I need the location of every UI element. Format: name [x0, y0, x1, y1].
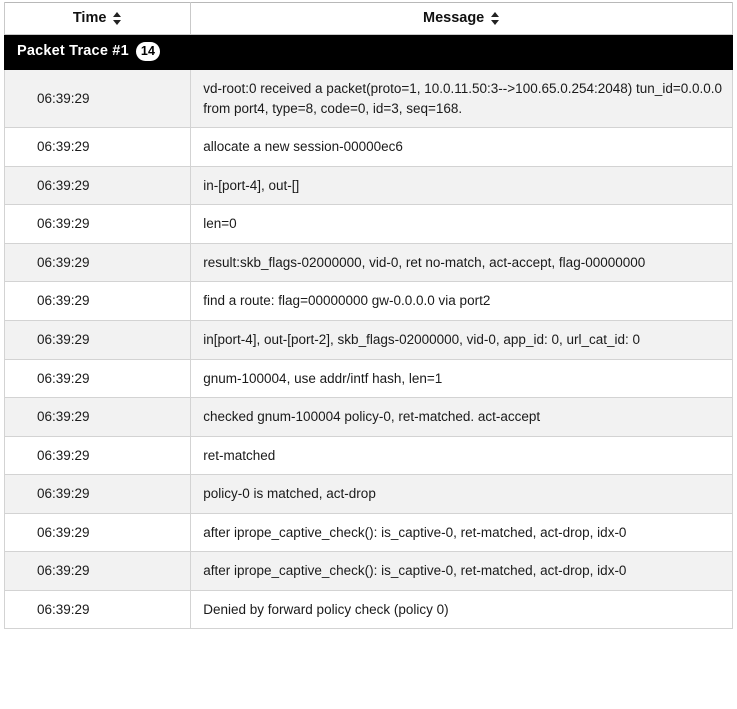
group-header-row[interactable]: [5, 35, 733, 70]
cell-message: allocate a new session-00000ec6: [191, 128, 733, 167]
cell-message: after iprope_captive_check(): is_captive-0, ret-matched, act-drop, idx-0: [191, 552, 733, 591]
cell-time: 06:39:29: [5, 475, 191, 514]
cell-message: len=0: [191, 205, 733, 244]
table-row[interactable]: [5, 436, 733, 475]
cell-time: 06:39:29: [5, 128, 191, 167]
cell-message: in-[port-4], out-[]: [191, 166, 733, 205]
column-header-message[interactable]: [191, 3, 733, 35]
cell-message: ret-matched: [191, 436, 733, 475]
group-header-label: Packet Trace #1: [17, 43, 129, 59]
table-row[interactable]: [5, 320, 733, 359]
cell-message: in[port-4], out-[port-2], skb_flags-02000000, vid-0, app_id: 0, url_cat_id: 0: [191, 320, 733, 359]
cell-time: 06:39:29: [5, 70, 191, 128]
table-row[interactable]: [5, 398, 733, 437]
group-header-cell[interactable]: [5, 35, 733, 70]
table-row[interactable]: [5, 359, 733, 398]
cell-time: 06:39:29: [5, 398, 191, 437]
cell-message: find a route: flag=00000000 gw-0.0.0.0 via port2: [191, 282, 733, 321]
cell-time: 06:39:29: [5, 590, 191, 629]
table-body: [5, 35, 733, 629]
cell-time: 06:39:29: [5, 436, 191, 475]
status-badge: 14: [136, 42, 160, 61]
sort-arrows-icon[interactable]: [491, 12, 500, 25]
column-header-time[interactable]: [5, 3, 191, 35]
sort-arrows-icon[interactable]: [113, 12, 122, 25]
cell-time: 06:39:29: [5, 359, 191, 398]
column-header-time-label: Time: [72, 10, 107, 26]
table-row[interactable]: [5, 282, 733, 321]
table-row[interactable]: [5, 475, 733, 514]
table-row[interactable]: [5, 243, 733, 282]
table-row[interactable]: [5, 590, 733, 629]
cell-message: after iprope_captive_check(): is_captive-0, ret-matched, act-drop, idx-0: [191, 513, 733, 552]
column-header-message-label: Message: [422, 10, 485, 26]
cell-message: Denied by forward policy check (policy 0): [191, 590, 733, 629]
cell-message: policy-0 is matched, act-drop: [191, 475, 733, 514]
header-row: [5, 3, 733, 35]
cell-time: 06:39:29: [5, 205, 191, 244]
cell-time: 06:39:29: [5, 166, 191, 205]
cell-time: 06:39:29: [5, 320, 191, 359]
table-row[interactable]: [5, 205, 733, 244]
cell-message: vd-root:0 received a packet(proto=1, 10.0.11.50:3-->100.65.0.254:2048) tun_id=0.0.0.0 from port4, type=8, code=0, id=3, seq=168.: [191, 70, 733, 128]
table-row[interactable]: [5, 128, 733, 167]
table-header: [5, 3, 733, 35]
packet-trace-table: [4, 2, 733, 629]
cell-time: 06:39:29: [5, 513, 191, 552]
cell-message: checked gnum-100004 policy-0, ret-matched. act-accept: [191, 398, 733, 437]
table-row[interactable]: [5, 513, 733, 552]
cell-message: gnum-100004, use addr/intf hash, len=1: [191, 359, 733, 398]
table-row[interactable]: [5, 70, 733, 128]
cell-time: 06:39:29: [5, 282, 191, 321]
table-row[interactable]: [5, 166, 733, 205]
table-row[interactable]: [5, 552, 733, 591]
cell-time: 06:39:29: [5, 552, 191, 591]
cell-message: result:skb_flags-02000000, vid-0, ret no-match, act-accept, flag-00000000: [191, 243, 733, 282]
cell-time: 06:39:29: [5, 243, 191, 282]
